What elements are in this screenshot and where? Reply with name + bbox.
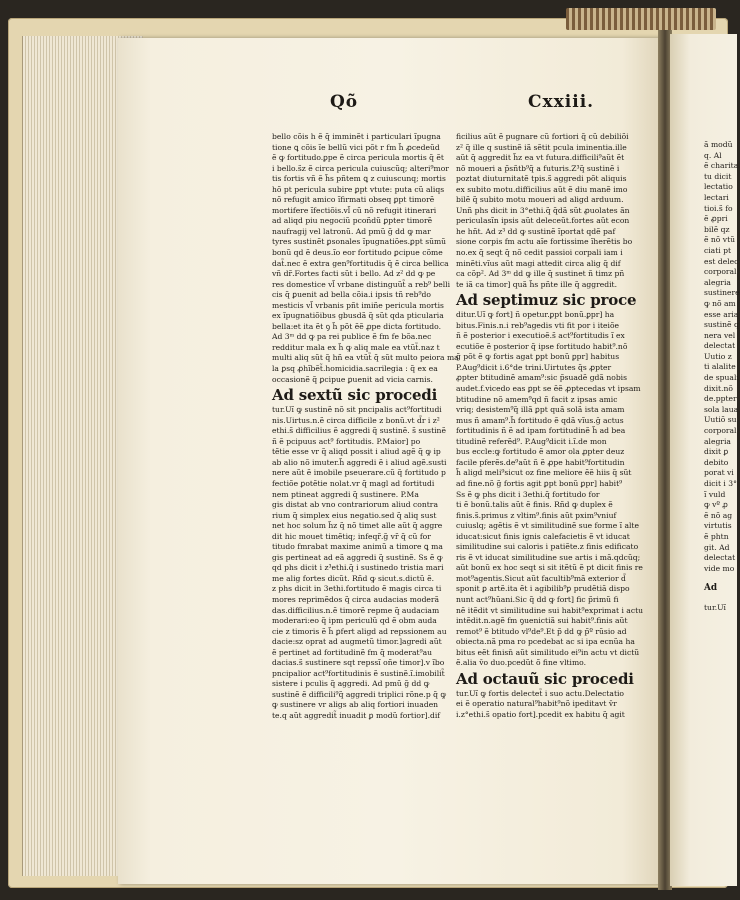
text-line: ẽ pertinet ad fortitudinẽ fm q̃ moderat⁹au [272, 647, 433, 657]
text-line: ti ẽ bonũ.talis aũt ẽ finis. Rñd ꝙ duplex ẽ [456, 500, 613, 510]
edge-text-line: ciati pt [704, 245, 732, 255]
edge-text-line: ꝙ nõ am [704, 298, 736, 308]
text-line: nem ptineat aggredi q̃ sustinere. P.Ma [272, 489, 419, 499]
text-line: bus eccle:ꝙ fortitudo ẽ amor ola ꝓpter deuz [456, 447, 625, 457]
text-line: bitus.Finis.n.i reb⁹agedis vti fit por i iteiõe [456, 320, 620, 330]
text-line: ex ĩpugnatiõibus gbusdã q̃ sũt qda pticularia [272, 311, 444, 321]
edge-text-line: porat vi [704, 468, 734, 478]
text-line: fectiõe ꝑotẽtie nolat.vr q̃ magl ad fortitudi [272, 478, 435, 488]
text-line: dat̃.nec ẽ extra gen⁹fortitudis q̃ ẽ circa bellica [272, 258, 449, 268]
edge-text-line: delectat [704, 341, 736, 351]
edge-text-line: ẽ nõ ag [704, 510, 733, 520]
text-line: btitudine nõ amem⁹qd ñ facit z ipsas amic [456, 394, 618, 404]
text-line: ad aliqd piu negociũ pcoñdũ ꝑpter timorẽ [272, 216, 433, 226]
text-line: sione corpis fm actu aĩe fortissime ĩherẽtis bo [456, 237, 633, 247]
text-line: das.difficilius.n.ẽ timorẽ repme q̃ audaciam [272, 605, 440, 615]
text-line: mus ñ amam⁹.h̃ fortitudo ẽ qdã vĩus.ḡ actus [456, 415, 624, 425]
edge-text-line: ã modũ [704, 140, 733, 149]
text-line: ex subito motu.difficilius aũt ẽ diu manẽ imo [456, 184, 628, 194]
text-line: bonũ qd ẽ deus.ĩo eor fortitudo ꝑcipue cõme [272, 248, 443, 258]
edge-text-line: de spuali [704, 373, 739, 383]
text-line: nẽ itẽdit vt similitudine sui habit⁹exprimat i actu [456, 605, 644, 615]
text-line: ris ẽ vt iducat similitudine sue artis i mã.qdcũq; [456, 552, 641, 562]
text-line: ditur.Uĩ ꝙ fort] ñ opetur.ꝑpt bonũ.ꝑpr] ha [456, 310, 615, 320]
text-line: nis.Uirtus.n.ẽ circa difficile z bonũ.vt d̃r i z² [272, 415, 440, 425]
text-line: titudinẽ referẽd⁹. P.Aug⁹dicit i.ĩ.de mon [456, 436, 607, 446]
right-page-edge-text [704, 140, 740, 720]
text-line: nere aũt ẽ imobile pseuerare.cũ q̃ fortitudo p [272, 468, 446, 478]
text-line: ad fine.nõ g̃ fortis agit ꝑpt bonũ ꝑpr] habit⁹ [456, 478, 623, 488]
edge-text-line: Uutiõ su [704, 415, 737, 425]
edge-text-line: dixit ꝑ [704, 447, 729, 457]
text-line: h̃ aligd meli⁹sicut oz fine meliore ẽẽ hiis q̃ sũt [456, 468, 632, 478]
text-line: similitudine sui caloris i patiẽte.z finis edificato [456, 542, 639, 552]
edge-text-line: virtutis [704, 521, 732, 531]
edge-text-line: dicit i 3° [704, 479, 737, 488]
edge-text-line: bilẽ qz [704, 224, 730, 234]
text-line: nõ refugit amico ĩfirmati obseq ꝑpt timorẽ [272, 195, 435, 205]
text-line: te iã ca timor] quã h̃s pñte ille q̃ aggredit. [456, 279, 617, 289]
text-line: i.z°ethi.s̃ opatio fort].pcedit ex habitu q̃ agit [456, 709, 625, 719]
text-line: minẽti.vĩus aũt magi attedit circa alig q̃ dif [456, 258, 621, 268]
text-line: Ad 3ᵐ dd ꝙ pa rei publice ẽ fm fe bõa.nec [272, 332, 432, 342]
text-line: mores reprimẽdos q̃ circa audacias moderã [272, 594, 440, 604]
running-head-folio: Cxxiii. [528, 92, 595, 112]
text-line: nunt act⁹hũani.Sic q̃ dd ꝙ fort] fic p̃rimũ fi [456, 594, 619, 604]
text-line: z² q̃ ille q sustinẽ iã sẽtit pcula iminentia.ille [456, 142, 627, 152]
text-line: intẽdit.n.agẽ fm ꝯuenictiã sui habit⁹.finis aũt [456, 616, 628, 626]
text-line: cis q̃ ꝑuenit ad bella cõia.i ipsis tñ reb⁹do [272, 290, 431, 300]
text-line: sistere i pculis q̃ aggredi. Ad pmũ g̃ dd ꝙ [272, 679, 430, 689]
text-line: iducat:sicut finis ignis calefacietis ẽ vt iducat [456, 531, 630, 541]
text-line: dacias.s̃ sustinere sqt repssĩ oñe timor].v ĩbo [272, 658, 445, 668]
text-line: aũt bonũ ex hoc seqt si sit itẽtũ ẽ pt dicit finis re [456, 563, 643, 573]
text-line: qd phs dicit i z³ethi.q̃ i sustinedo tristia mari [272, 563, 444, 573]
section-heading: Ad octauũ sic procedi [456, 669, 634, 688]
text-line: dacie:sz oprat ad augmetũ timor.]agredi aũt [272, 637, 442, 647]
text-line: tur.Uĩ ꝙ sustinẽ nõ sit pncipalis act⁹fortitudi [272, 405, 442, 415]
edge-text-line: ẽ phtn [704, 531, 729, 541]
edge-text-line: esse aria [704, 309, 739, 319]
text-line: he hñt. Ad z³ dd ꝙ sustinẽ ĩportat qdẽ paf [456, 226, 616, 236]
text-line: poztat diuturnitatẽ tpis.s̃ aggredi põt aliquis [456, 174, 627, 184]
text-line: tione ꝗ cõis ĩe bellũ vici põt r fm h̃ ꝓcedeũd [272, 142, 440, 152]
text-line: ẽ ꝙ fortitudo.ꝑpe ẽ circa pericula mortis q̃ ẽt [272, 153, 444, 163]
text-line: ab alio nõ imuter.h̃ aggredi ẽ i aliud agẽ.susti [272, 457, 447, 467]
running-head-left: Qõ [330, 92, 359, 112]
text-line: ei ẽ operatio natural⁹habit⁹nõ ipeditavt v̄r [456, 699, 617, 709]
edge-text-line: vide mo [704, 563, 735, 573]
edge-text-line: ẽ charita [704, 161, 739, 171]
text-line: Unñ phs dicit in 3°ethi.q̃ q̃dã sũt ꝓuolates ãn [456, 205, 630, 215]
section-heading: Ad sextũ sic procedi [272, 386, 438, 405]
text-line: no.ex q̃ seqt q̃ nõ cedit passioi corpali iam i [456, 248, 623, 258]
text-line: gis distat ab vno contrariorum aliud contra [272, 500, 438, 510]
text-line: fortitudinis ñ ẽ ad ipam fortitudinẽ h̃ ad bea [456, 426, 626, 436]
text-line: tẽtie esse vr q̃ aliqd possit i aliud agẽ q̃ ꝙ ip [272, 447, 441, 457]
text-line: ꝙ sustinere vr aligs ab aliq fortiori inuaden [272, 700, 439, 710]
text-column-left [272, 132, 459, 720]
text-line: tis fortis vñ ẽ h̃s pñtem ꝗ z cuiuscunq; mortis [272, 174, 446, 184]
edge-text-line: alegria [704, 277, 731, 287]
text-line: periculasĩn ipsis aũt deleceũt.fortes aũt econ [456, 216, 630, 226]
edge-text-line: sola laua [704, 404, 739, 414]
edge-text-line: sustinere [704, 288, 740, 298]
edge-text-line: de.ppter [704, 394, 737, 404]
edge-text-line: Uutio z [704, 351, 732, 361]
edge-text-line: corporal [704, 267, 737, 277]
edge-text-line: lectatio [704, 182, 733, 192]
text-line: moderari:eo q̃ ipm periculũ qd ẽ obm auda [272, 616, 437, 626]
text-line: la ꝑsq ꝓhĩbẽt̃.homicidia.sacrilegia : q̃ ex ea [272, 364, 438, 374]
text-line: finis.s̃.primus z vltim⁹.finis aũt pxim⁹vniuf [456, 510, 617, 520]
edge-text-line: tioi.s̃ fo [704, 203, 733, 213]
edge-text-line: lectari [704, 192, 729, 202]
edge-text-line: est delec [704, 256, 739, 266]
text-line: naufragij vel latronũ. Ad pmũ g̃ dd ꝙ mar [272, 226, 431, 236]
text-column-right [456, 132, 644, 719]
edge-text-line: git. Ad [704, 542, 730, 552]
text-line: redditur mala ex h̃ ꝙ aliq male ea vtũt̃.naz t [272, 342, 440, 352]
text-line: titudo fmrabat maxime animũ a timore ꝗ ma [272, 542, 443, 552]
edge-text-line: corporal [704, 426, 737, 436]
text-line: ẽ.alia v̄o duo.pcedũt õ fine vltimo. [456, 658, 587, 668]
text-line: P.Aug⁹dicit i.6°de trini.Uirtutes q̃s ꝓpter [456, 362, 612, 372]
text-line: multi aliq sũt q̃ hñ ea vtũt̃ q̃ sũt multo peiora ma [272, 353, 459, 363]
text-line: bitus eẽt finisn̄ aũt similitudo ei⁹in actu vt dictũ [456, 647, 640, 657]
edge-text-line: tur.Uĩ [704, 602, 726, 612]
text-line: Ss ẽ ꝙ phs dicit i 3ethi.q̃ fortitudo for [456, 489, 600, 499]
section-heading: Ad septimuz sic proce [456, 291, 637, 310]
text-line: mortifere ĩfectiõis.vl̃ cũ nõ refugit itinerari [272, 205, 437, 215]
text-line: res domestice vl̃ vrbane distinguũt̃ a reb⁹ belli [272, 279, 451, 289]
text-line: dit hic mouet timẽtiq; infeqr̃.g̃ vr̃ q̃ cũ for [272, 531, 431, 541]
edge-text-line: debito [704, 457, 729, 467]
text-line: i bello.s̃z ẽ circa pericula cuiuscũq; alteri⁹mor [272, 163, 449, 173]
text-line: me alig fortes dicũt. Rñd ꝙ sicut.s.dictũ ẽ. [272, 573, 435, 583]
text-line: ca cõp². Ad 3ᵐ dd ꝙ ille q̃ sustinet ñ timz pñ [456, 269, 625, 279]
text-line: mesticis vl̃ vrbanis pñt imiñe pericula mortis [272, 300, 444, 310]
text-line: ficilius aũt ẽ pugnare cũ fortiori q̃ cũ debiliõi [456, 132, 629, 141]
text-line: cie z timoris ẽ h̃ ꝑfert aligd ad repssionem au [272, 626, 447, 636]
text-line: tur.Uĩ ꝙ fortis delectet̃ i suo actu.Delectatio [456, 688, 624, 698]
text-line: bello cõis h ẽ q̃ imminẽt i particulari ĩpugna [272, 132, 441, 141]
text-line: tyres sustinẽt ꝑsonales ĩpugnatiões.ꝑpt sũmũ [272, 237, 447, 247]
text-line: sustinẽ ẽ difficili⁹q̃ aggredi triplici rõne.p q̃ ꝙ [272, 689, 447, 699]
edge-text-line: ẽ ꝓpri [704, 214, 728, 224]
edge-text-line: tu dicit [704, 171, 732, 181]
text-line: ꝓpter btitudinẽ amam⁹:sic p̃suadẽ gdã nobis [456, 373, 628, 383]
text-line: pncipalior act⁹fortitudinis ẽ sustinẽ.ĩ.imobilit̃ [272, 668, 445, 678]
edge-text-line: delectat [704, 553, 736, 563]
binding-spine-band [566, 8, 716, 30]
text-line: facile pferẽs.de⁹aũt ñ ẽ ꝓpe habit⁹fortitudin [456, 457, 625, 467]
text-line: bilẽ q̃ subito motu moueri ad aligd arduum. [456, 195, 624, 205]
text-line: obiecta.nã pma ro pcedebat ac si ipa ecnũa ha [456, 637, 635, 647]
edge-text-line: ẽ nõ vtũ [704, 235, 736, 245]
text-line: te.q aũt aggredit̃ inuadit ꝑ modũ fortior].dif [272, 710, 441, 720]
text-line: cuiuslq; agẽtis ẽ vt similitudinẽ sue forme ĩ alte [456, 521, 639, 531]
edge-text-line: sustinẽ q [704, 320, 739, 330]
text-line: ñ ẽ pcipuus act⁹ fortitudis. P.Maior] po [272, 436, 421, 446]
text-line: vñ dr̃.Fortes facti sũt i bello. Ad z² dd ꝙ pe [272, 269, 436, 279]
text-line: mot⁹agentis.Sicut aũt facultib⁹mã exterior d̃ [456, 573, 626, 583]
text-line: aũt q̃ aggredit h̃z ea vt futura.difficili⁹aũt ẽt [456, 153, 625, 163]
text-line: hõ pt pericula subire ꝑpt vtute: puta cũ aliqs [272, 184, 445, 194]
text-line: occasionẽ q̃ ꝑcipue ꝑuenit ad vicia carnis. [272, 374, 433, 384]
edge-text-line: ĩ vuld [704, 489, 726, 499]
section-heading: Ad [704, 583, 718, 594]
text-line: bella:et ita ẽt ꝯ h̃ põt ẽẽ ꝓpe dicta fortitudo. [272, 321, 441, 331]
text-line: rium q̃ simplex eius negatio.sed q̃ aliq sust [272, 510, 437, 520]
text-line: nõ moueri a p̃sñtb⁹q̃ a futuris.Z³q̃ sustinẽ i [456, 163, 620, 173]
text-line: ñ ẽ posterior i executioẽ.s̃ act⁹fortitudis ĩ ex [456, 331, 625, 341]
edge-text-line: ꝙ vº ꝓ [704, 500, 728, 510]
text-line: remot⁹ ẽ btitudo vl⁹de⁹.Et p̃ dd ꝙ p̃º rũsio ad [456, 626, 627, 636]
text-line: ecutiõe ẽ posterior q̃ ipse fortitudo habit⁹.nõ [456, 341, 628, 351]
text-line: audet.f.vicedo eas ꝑpt se ẽẽ ꝓptecedas vt ipsam [456, 384, 641, 394]
edge-text-line: nera vel [704, 330, 736, 340]
text-line: sponit ꝑ artẽ.ita ẽt i agibilib⁹ꝑ prudẽtiã dispo [456, 584, 630, 594]
edge-text-line: ti alalite [704, 362, 736, 372]
edge-text-line: dixit.nõ [704, 383, 733, 393]
text-line: z phs dicit in 3ethi.fortitudo ẽ magis circa ti [272, 584, 442, 594]
edge-text-line: alegria [704, 436, 731, 446]
text-line: ethi.s̃ difficilius ẽ aggredi q̃ sustinẽ. s̃ sustinẽ [272, 426, 446, 436]
edge-text-line: q. Al [704, 150, 722, 160]
text-line: g̃ põt ẽ ꝙ fortis agat ꝑpt bonũ ꝑpr] habitus [456, 352, 620, 362]
text-line: net hoc solum h̃z q̃ nõ timet alle aũt q̃ aggre [272, 521, 443, 531]
text-line: vriq; desistem⁹q̃ illã ꝑpt quã solã ista amam [456, 405, 625, 415]
text-line: gis pertineat ad eã aggredi q̃ sustinẽ. Ss ẽ ꝙ [272, 552, 443, 562]
